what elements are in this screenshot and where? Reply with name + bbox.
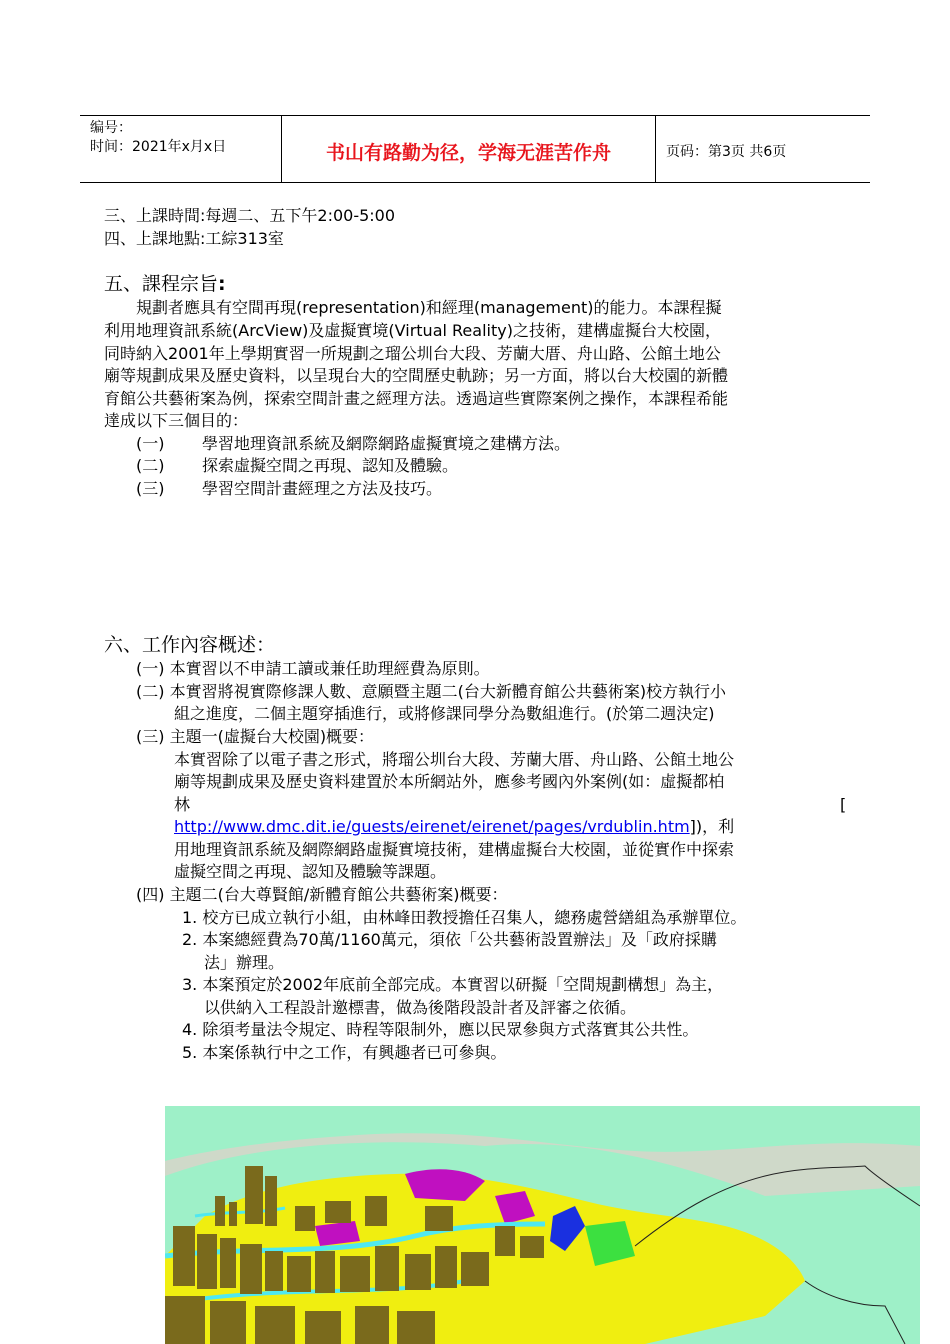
work-item-3-line-2: 廟等規劃成果及歷史資料建置於本所網站外，應參考國內外案例(如：虛擬都柏 [174,772,725,791]
section5-para-line-6: 達成以下三個目的： [104,411,249,430]
goal-1-text: 學習地理資訊系統及網際網路虛擬實境之建構方法。 [202,434,571,453]
time-label: 时间：2021年x月x日 [90,139,227,155]
section5-para-line-2: 利用地理資訊系統(ArcView)及虛擬實境(Virtual Reality)之技術，建構虛擬台大校園， [104,321,721,340]
work-item-4-sub-5: 5. 本案係執行中之工作，有興趣者已可參與。 [182,1043,507,1062]
header-divider-2 [655,115,656,183]
map-illustration [165,1106,920,1344]
goal-1-num: (一) [136,434,165,453]
goal-3-text: 學習空間計畫經理之方法及技巧。 [202,479,443,498]
goal-2-text: 探索虛擬空間之再現、認知及體驗。 [202,456,459,475]
serial-label: 编号： [90,120,132,136]
work-item-3-after-url: ])，利 [689,817,735,836]
class-time: 三、上課時間:每週二、五下午2:00-5:00 [104,206,396,225]
section5-para-line-1: 規劃者應具有空間再現(representation)和經理(management)的能力。本課程擬 [136,298,722,317]
section5-heading-text: 五、課程宗旨 [104,273,219,295]
work-item-3-line-3: 用地理資訊系統及網際網路虛擬實境技術，建構虛擬台大校園，並從實作中探索 [174,840,735,859]
section6-heading: 六、工作內容概述： [104,634,276,656]
header-top-border [80,115,870,116]
work-item-3-title: (三) 主題一(虛擬台大校園)概要： [136,727,375,746]
work-item-3-lin: 林 [174,795,191,814]
work-item-3-url-line [174,817,734,837]
work-item-1: (一) 本實習以不申請工讀或兼任助理經費為原則。 [136,659,490,678]
page-info: 页码：第3页 共6页 [666,144,787,160]
work-item-2-line-1: (二) 本實習將視實際修課人數、意願暨主題二(台大新體育館公共藝術案)校方執行小 [136,682,727,701]
work-item-4-sub-3: 3. 本案預定於2002年底前全部完成。本實習以研擬「空間規劃構想」為主， [182,975,724,994]
work-item-3-line-1: 本實習除了以電子書之形式，將瑠公圳台大段、芳蘭大厝、舟山路、公館土地公 [174,750,735,769]
work-item-4-sub-2: 2. 本案總經費為70萬/1160萬元，須依「公共藝術設置辦法」及「政府採購 [182,930,717,949]
work-item-4-sub-2-cont: 法」辦理。 [204,953,285,972]
header-motto: 书山有路勤为径，学海无涯苦作舟 [325,142,611,164]
work-item-4-sub-1: 1. 校方已成立執行小組，由林峰田教授擔任召集人，總務處營繕組為承辦單位。 [182,908,747,927]
work-item-4-title: (四) 主題二(台大尊賢館/新體育館公共藝術案)概要： [136,885,508,904]
section5-para-line-3: 同時納入2001年上學期實習一所規劃之瑠公圳台大段、芳蘭大厝、舟山路、公館土地公 [104,344,721,363]
work-item-3-line-4: 虛擬空間之再現、認知及體驗等課題。 [174,862,447,881]
work-item-4-sub-4: 4. 除須考量法令規定、時程等限制外，應以民眾參與方式落實其公共性。 [182,1020,699,1039]
vr-dublin-link[interactable]: http://www.dmc.dit.ie/guests/eirenet/eirenet/pages/vrdublin.htm [174,817,690,836]
goal-2-num: (二) [136,456,165,475]
work-item-4-sub-3-cont: 以供納入工程設計邀標書，做為後階段設計者及評審之依循。 [204,998,637,1017]
goal-3-num: (三) [136,479,165,498]
section5-para-line-4: 廟等規劃成果及歷史資料，以呈現台大的空間歷史軌跡；另一方面，將以台大校園的新體 [104,366,729,385]
virtual-campus-3d-map-image [165,1106,920,1344]
work-item-2-line-2: 組之進度，二個主題穿插進行，或將修課同學分為數組進行。(於第二週決定) [174,704,715,723]
work-item-3-bracket: [ [840,795,847,814]
class-place: 四、上課地點:工綜313室 [104,229,284,248]
section5-para-line-5: 育館公共藝術案為例，探索空間計畫之經理方法。透過這些實際案例之操作，本課程希能 [104,389,729,408]
section5-heading [104,272,226,296]
section5-heading-colon: : [218,273,226,295]
header-bottom-border [80,182,870,183]
